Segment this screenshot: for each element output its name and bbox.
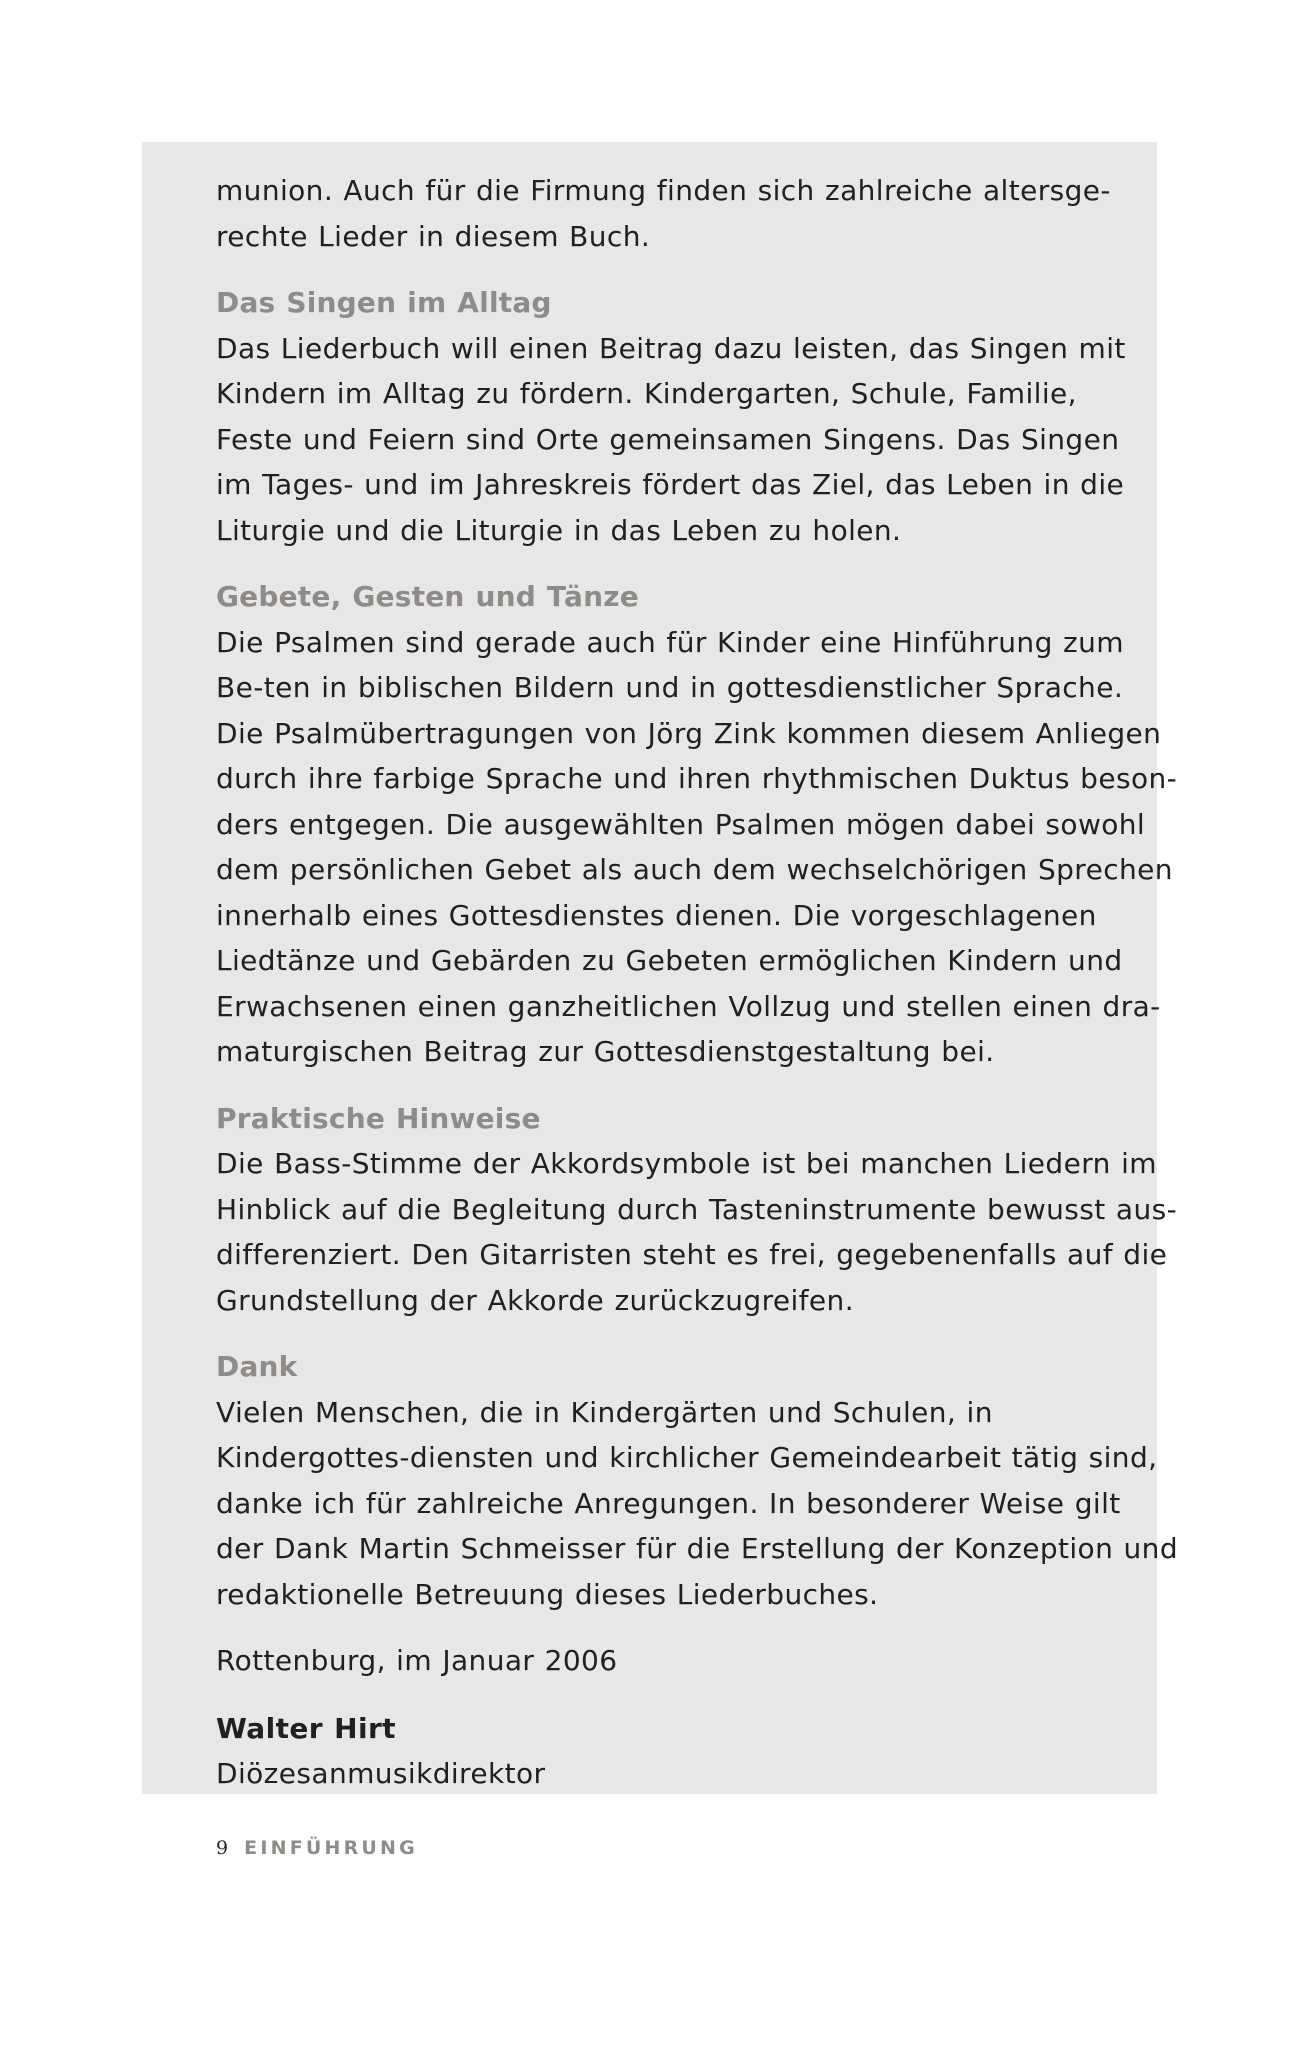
text-line: differenziert. Den Gitarristen steht es frei, gegebenenfalls auf die xyxy=(216,1238,1168,1271)
text-line: Kindergottes-diensten und kirchlicher Gemeindearbeit tätig sind, xyxy=(216,1441,1158,1474)
text-line: Die Bass-Stimme der Akkordsymbole ist bei manchen Liedern im xyxy=(216,1147,1157,1180)
text-line: Liturgie und die Liturgie in das Leben zu holen. xyxy=(216,513,902,547)
page-number: 9 xyxy=(216,1837,229,1859)
text-line: Kindern im Alltag zu fördern. Kindergarten, Schule, Familie, xyxy=(216,377,1077,410)
text-line: danke ich für zahlreiche Anregungen. In besonderer Weise gilt xyxy=(216,1486,1121,1520)
text-line: munion. Auch für die Firmung finden sich zahlreiche altersge- xyxy=(216,174,1111,207)
section-heading: Das Singen im Alltag xyxy=(216,286,552,319)
paragraph xyxy=(216,326,1126,554)
paragraph xyxy=(216,168,1116,259)
paragraph xyxy=(216,1141,1178,1323)
text-line: Vielen Menschen, die in Kindergärten und Schulen, in xyxy=(216,1395,993,1429)
section-heading: Dank xyxy=(216,1350,298,1383)
text-line: dem persönlichen Gebet als auch dem wechselchörigen Sprechen xyxy=(216,853,1173,886)
text-line: Grundstellung der Akkorde zurückzugreifen. xyxy=(216,1283,855,1317)
body-text xyxy=(216,168,1179,1797)
text-line: Liedtänze und Gebärden zu Gebeten ermöglichen Kindern und xyxy=(216,944,1123,977)
paragraph xyxy=(216,1390,1179,1618)
text-line: Die Psalmen sind gerade auch für Kinder eine Hinführung zum xyxy=(216,625,1124,659)
section-heading: Praktische Hinweise xyxy=(216,1101,541,1135)
text-line: Feste und Feiern sind Orte gemeinsamen Singens. Das Singen xyxy=(216,422,1120,456)
text-line: ders entgegen. Die ausgewählten Psalmen mögen dabei sowohl xyxy=(216,807,1146,841)
text-line: Das Liederbuch will einen Beitrag dazu leisten, das Singen mit xyxy=(216,331,1126,365)
text-line: redaktionelle Betreuung dieses Liederbuches. xyxy=(216,1577,879,1611)
section-dank xyxy=(216,1344,1179,1617)
text-line: Hinblick auf die Begleitung durch Tasteninstrumente bewusst aus- xyxy=(216,1192,1178,1226)
author-name: Walter Hirt xyxy=(216,1711,396,1745)
text-line: im Tages- und im Jahreskreis fördert das Ziel, das Leben in die xyxy=(216,468,1125,501)
text-line: Be-ten in biblischen Bildern und in gottesdienstlicher Sprache. xyxy=(216,671,1124,704)
text-line: innerhalb eines Gottesdienstes dienen. Die vorgeschlagenen xyxy=(216,898,1097,932)
running-head: EINFÜHRUNG xyxy=(244,1837,418,1859)
text-line: der Dank Martin Schmeisser für die Erstellung der Konzeption und xyxy=(216,1532,1179,1565)
section-gebete-gesten-taenze xyxy=(216,574,1178,1075)
text-line: maturgischen Beitrag zur Gottesdienstgestaltung bei. xyxy=(216,1035,995,1068)
page-footer xyxy=(216,1836,418,1860)
place-date: Rottenburg, im Januar 2006 xyxy=(216,1644,618,1677)
text-line: Erwachsenen einen ganzheitlichen Vollzug und stellen einen dra- xyxy=(216,989,1161,1023)
text-line: durch ihre farbige Sprache und ihren rhythmischen Duktus beson- xyxy=(216,762,1178,795)
text-line: rechte Lieder in diesem Buch. xyxy=(216,219,651,253)
section-praktische-hinweise xyxy=(216,1096,1178,1324)
text-line: Die Psalmübertragungen von Jörg Zink kommen diesem Anliegen xyxy=(216,716,1162,750)
paragraph xyxy=(216,620,1178,1075)
section-singen-im-alltag xyxy=(216,280,1126,553)
section-heading: Gebete, Gesten und Tänze xyxy=(216,580,639,613)
text-panel xyxy=(142,142,1179,1794)
intro-paragraph xyxy=(216,168,1116,259)
author-title: Diözesanmusikdirektor xyxy=(216,1757,546,1790)
